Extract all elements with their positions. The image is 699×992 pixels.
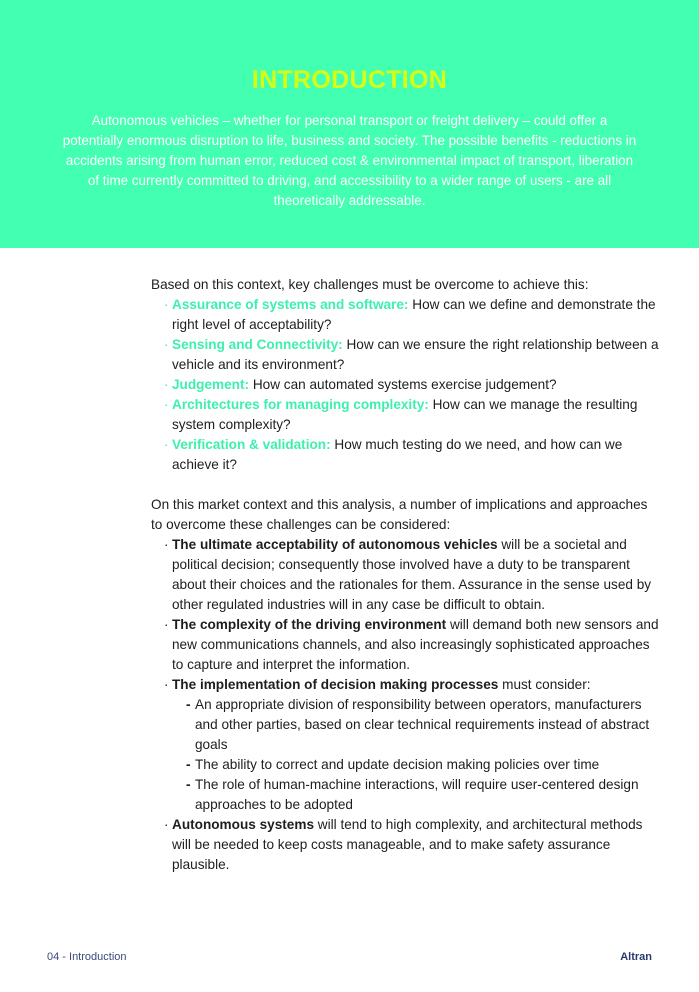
bullet-icon: · xyxy=(164,377,169,392)
implications-lead: On this market context and this analysis, a number of implications and approaches to overcome these challenges can be considered: xyxy=(151,497,648,532)
bullet-icon: · xyxy=(164,677,169,692)
spacer xyxy=(151,475,661,495)
challenge-text: How much testing do we need, and how can we achieve it? xyxy=(172,437,623,472)
implications-list xyxy=(151,535,661,875)
sub-item-text: An appropriate division of responsibility between operators, manufacturers and other parties, based on clear technical requirements instead of abstract goals xyxy=(195,697,650,752)
sub-item-text: The role of human-machine interactions, will require user-centered design approaches to be adopted xyxy=(195,777,639,812)
challenge-title: Assurance of systems and software: xyxy=(172,297,409,312)
challenge-title: Sensing and Connectivity: xyxy=(172,337,343,352)
implication-title: The implementation of decision making processes xyxy=(172,677,499,692)
bullet-icon: · xyxy=(164,537,169,552)
bullet-icon: · xyxy=(164,337,169,352)
challenge-title: Verification & validation: xyxy=(172,437,331,452)
challenge-text: How can we manage the resulting system complexity? xyxy=(172,397,638,432)
implication-title: Autonomous systems xyxy=(172,817,315,832)
sub-item xyxy=(186,695,661,755)
sub-item xyxy=(186,755,661,775)
challenge-item xyxy=(164,295,661,335)
footer-brand: Altran xyxy=(620,951,652,963)
page-title: INTRODUCTION xyxy=(251,66,448,94)
implication-text: will be a societal and political decision; consequently those involved have a duty to be transparent about their choices and the rationales for them. Assurance in the sense used by other regulated industries will in any case be difficult to obtain. xyxy=(172,537,652,612)
implication-title: The complexity of the driving environment xyxy=(172,617,447,632)
challenge-text: How can automated systems exercise judgement? xyxy=(249,377,557,392)
implication-item xyxy=(164,815,661,875)
challenges-lead: Based on this context, key challenges must be overcome to achieve this: xyxy=(151,277,589,292)
implication-text: will demand both new sensors and new communications channels, and also increasingly sophisticated approaches to capture and interpret the information. xyxy=(172,617,659,672)
challenge-title: Judgement: xyxy=(172,377,250,392)
bullet-icon: · xyxy=(164,817,169,832)
implication-text: will tend to high complexity, and architectural methods will be needed to keep costs manageable, and to make safety assurance plausible. xyxy=(172,817,643,872)
main-content xyxy=(151,275,661,875)
implication-item xyxy=(164,535,661,615)
sub-item-text: The ability to correct and update decision making policies over time xyxy=(195,757,600,772)
implication-item xyxy=(164,615,661,675)
challenge-text: How can we ensure the right relationship between a vehicle and its environment? xyxy=(172,337,659,372)
challenge-title: Architectures for managing complexity: xyxy=(172,397,429,412)
bullet-icon: · xyxy=(164,437,169,452)
decision-considerations-list xyxy=(172,695,661,815)
sub-item xyxy=(186,775,661,815)
bullet-icon: · xyxy=(164,617,169,632)
footer-page-label: 04 - Introduction xyxy=(47,951,127,963)
implication-item xyxy=(164,675,661,815)
challenges-list xyxy=(151,295,661,475)
challenge-item xyxy=(164,395,661,435)
challenge-item xyxy=(164,375,661,395)
dash-icon: - xyxy=(186,757,191,772)
bullet-icon: · xyxy=(164,397,169,412)
challenge-item xyxy=(164,435,661,475)
dash-icon: - xyxy=(186,697,191,712)
challenge-item xyxy=(164,335,661,375)
bullet-icon: · xyxy=(164,297,169,312)
challenge-text: How can we define and demonstrate the right level of acceptability? xyxy=(172,297,656,332)
intro-paragraph: Autonomous vehicles – whether for personal transport or freight delivery – could offer a potentially enormous disruption to life, business and society. The possible benefits - reductions in accidents arising from human error, reduced cost & environmental impact of transport, liberation of time currently committed to driving, and accessibility to a wider range of users - are all theoretically addressable. xyxy=(62,113,637,208)
implication-title: The ultimate acceptability of autonomous vehicles xyxy=(172,537,498,552)
dash-icon: - xyxy=(186,777,191,792)
implication-text: must consider: xyxy=(498,677,591,692)
